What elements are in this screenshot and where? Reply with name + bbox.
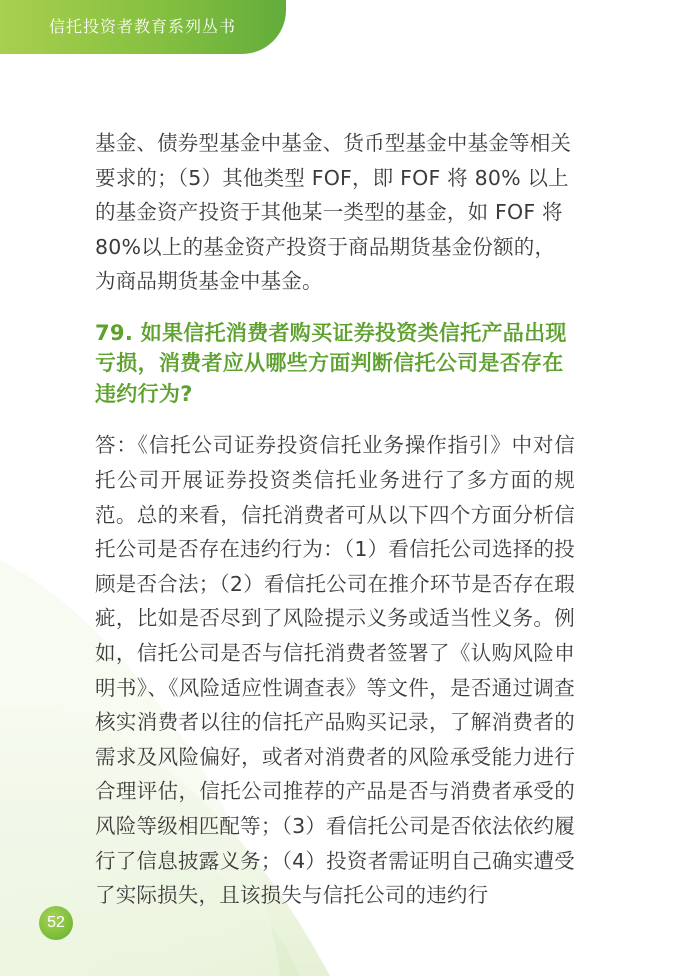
answer-paragraph: 答：《信托公司证券投资信托业务操作指引》中对信托公司开展证券投资类信托业务进行了多方面的规范。总的来看，信托消费者可从以下四个方面分析信托公司是否存在违约行为：（1）看信托公司选择的投顾是否合法；（2）看信托公司在推介环节是否存在瑕疵，比如是否尽到了风险提示义务或适当性义务。例如，信托公司是否与信托消费者签署了《认购风险申明书》、《风险适应性调查表》等文件，是否通过调查核实消费者以往的信托产品购买记录，了解消费者的需求及风险偏好，或者对消费者的风险承受能力进行合理评估，信托公司推荐的产品是否与消费者承受的风险等级相匹配等；（3）看信托公司是否依法依约履行了信息披露义务；（4）投资者需证明自己确实遭受了实际损失，且该损失与信托公司的违约行 [95,433,575,908]
series-title: 信托投资者教育系列丛书 [49,17,237,36]
intro-paragraph: 基金、债券型基金中基金、货币型基金中基金等相关要求的；（5）其他类型 FOF，即 FOF 将 80% 以上的基金资产投资于其他某一类型的基金，如 FOF 将80%以上的基金资产投资于商品期货基金份额的，为商品期货基金中基金。 [95,131,572,294]
page-content [95,126,575,913]
page-number-badge [39,906,73,940]
question-heading: 79. 如果信托消费者购买证券投资类信托产品出现亏损，消费者应从哪些方面判断信托公司是否存在违约行为? [95,320,567,406]
page-number: 52 [47,914,65,931]
